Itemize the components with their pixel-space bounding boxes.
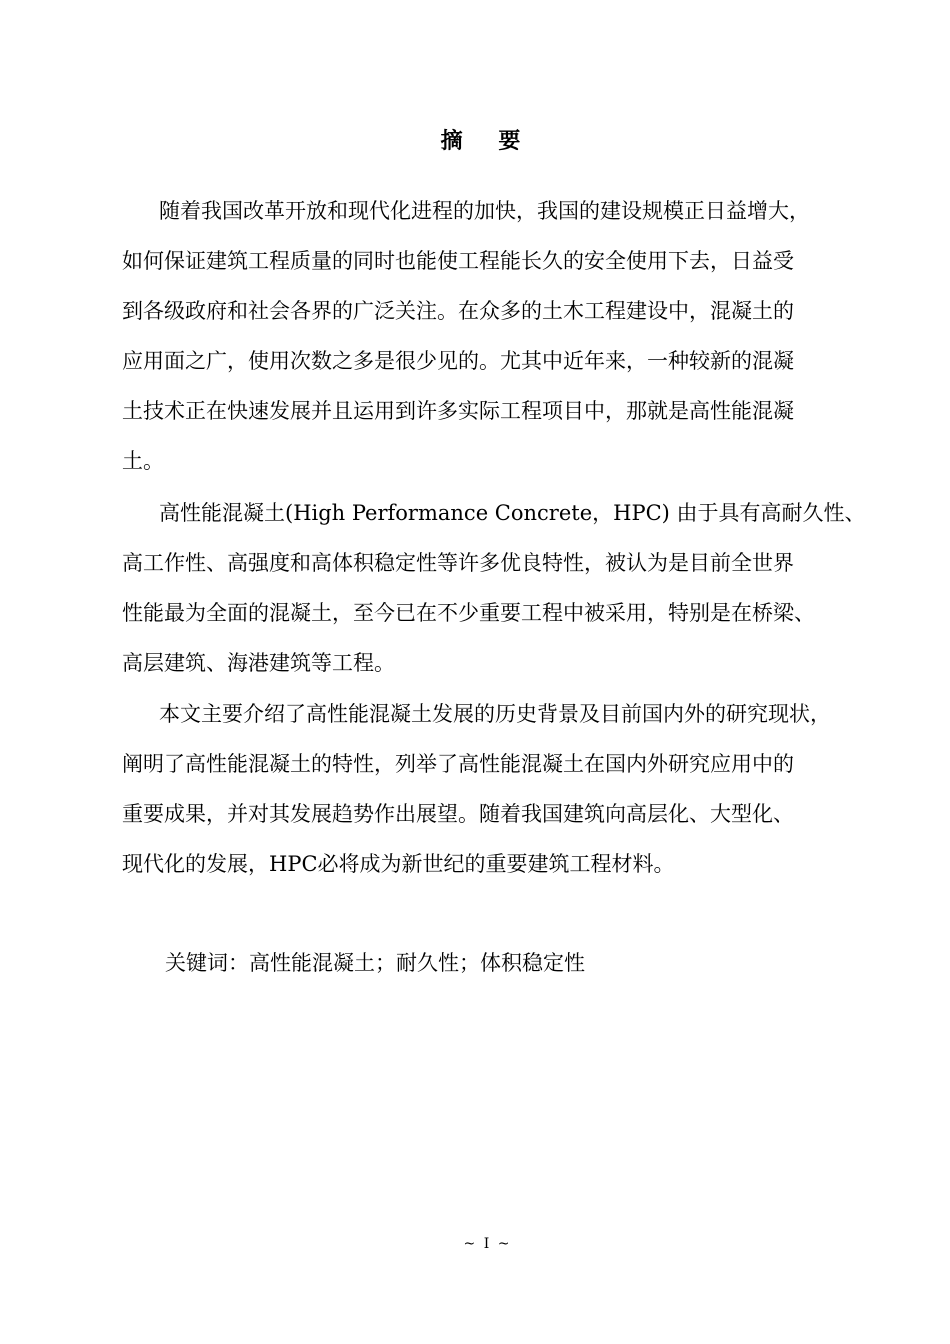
paragraph-3-line-1: 本文主要介绍了高性能混凝土发展的历史背景及目前国内外的研究现状， — [159, 702, 831, 726]
paragraph-1-line-2: 如何保证建筑工程质量的同时也能使工程能长久的安全使用下去，日益受 — [122, 249, 794, 273]
paragraph-2-line-1: 高性能混凝土(High Performance Concrete，HPC) 由于具有高耐久性、 — [159, 501, 866, 525]
paragraph-2-line-4: 高层建筑、海港建筑等工程。 — [122, 651, 395, 675]
page-number: ~ I ~ — [463, 1236, 512, 1252]
paragraph-1-line-4: 应用面之广，使用次数之多是很少见的。尤其中近年来，一种较新的混凝 — [122, 349, 794, 373]
paragraph-3-line-2: 阐明了高性能混凝土的特性，列举了高性能混凝土在国内外研究应用中的 — [122, 752, 794, 776]
paragraph-1-line-1: 随着我国改革开放和现代化进程的加快，我国的建设规模正日益增大， — [159, 199, 810, 223]
paragraph-1-line-5: 土技术正在快速发展并且运用到许多实际工程项目中，那就是高性能混凝 — [122, 399, 794, 423]
keywords-line: 关键词：高性能混凝土；耐久性；体积稳定性 — [165, 951, 585, 975]
paragraph-2-line-2: 高工作性、高强度和高体积稳定性等许多优良特性，被认为是目前全世界 — [122, 551, 794, 575]
paragraph-1-line-6: 土。 — [122, 449, 164, 473]
paragraph-1-line-3: 到各级政府和社会各界的广泛关注。在众多的土木工程建设中，混凝土的 — [122, 299, 794, 323]
abstract-title: 摘 要 — [440, 128, 535, 154]
paragraph-3-line-3: 重要成果，并对其发展趋势作出展望。随着我国建筑向高层化、大型化、 — [122, 802, 794, 826]
paragraph-2-line-3: 性能最为全面的混凝土，至今已在不少重要工程中被采用，特别是在桥梁、 — [122, 601, 815, 625]
paragraph-3-line-4: 现代化的发展，HPC必将成为新世纪的重要建筑工程材料。 — [122, 852, 675, 876]
